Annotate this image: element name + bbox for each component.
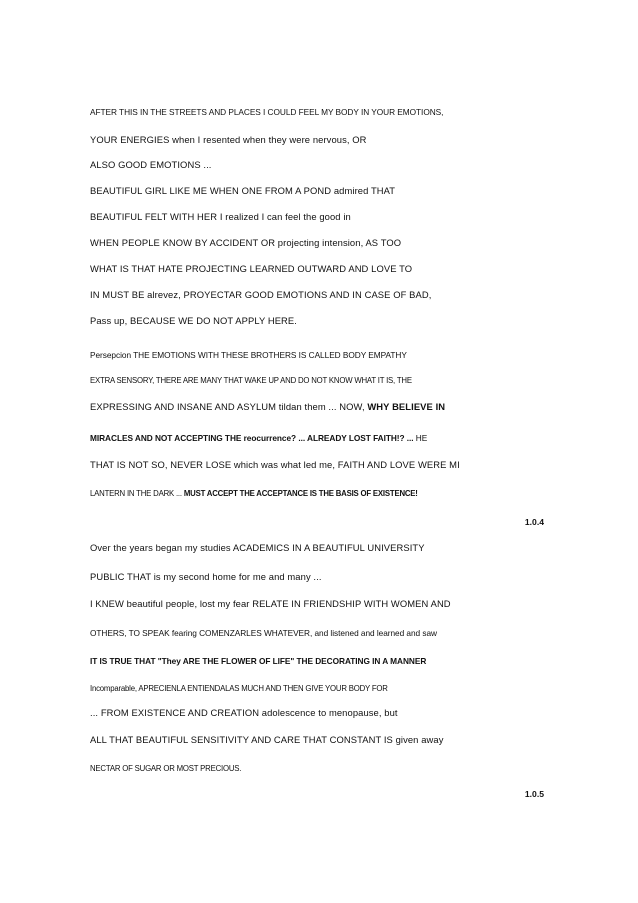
text-line: NECTAR OF SUGAR OR MOST PRECIOUS.: [90, 764, 242, 773]
text-line: IN MUST BE alrevez, PROYECTAR GOOD EMOTIONS AND IN CASE OF BAD,: [90, 289, 432, 300]
text-line: Incomparable, APRECIENLA ENTIENDALAS MUCH AND THEN GIVE YOUR BODY FOR: [90, 684, 388, 693]
text-line: Pass up, BECAUSE WE DO NOT APPLY HERE.: [90, 315, 297, 326]
text-line: ... FROM EXISTENCE AND CREATION adolescence to menopause, but: [90, 707, 398, 718]
text-segment: LANTERN IN THE DARK ...: [90, 489, 184, 498]
text-segment: EXPRESSING AND INSANE AND ASYLUM tildan them ... NOW,: [90, 401, 368, 412]
text-line: BEAUTIFUL FELT WITH HER I realized I can feel the good in: [90, 211, 351, 222]
bold-text-segment: MUST ACCEPT THE ACCEPTANCE IS THE BASIS OF EXISTENCE!: [183, 489, 418, 498]
text-line: I KNEW beautiful people, lost my fear RELATE IN FRIENDSHIP WITH WOMEN AND: [90, 598, 451, 609]
text-line: WHAT IS THAT HATE PROJECTING LEARNED OUTWARD AND LOVE TO: [90, 263, 413, 274]
text-line: WHEN PEOPLE KNOW BY ACCIDENT OR projecting intension, AS TOO: [90, 237, 402, 248]
section-number: 1.0.5: [524, 789, 544, 799]
section-number: 1.0.4: [524, 517, 544, 527]
text-line: ALSO GOOD EMOTIONS ...: [90, 159, 212, 170]
text-line: ALL THAT BEAUTIFUL SENSITIVITY AND CARE THAT CONSTANT IS given away: [90, 734, 444, 745]
text-line: BEAUTIFUL GIRL LIKE ME WHEN ONE FROM A POND admired THAT: [90, 185, 396, 196]
bold-text-segment: WHY BELIEVE IN: [367, 401, 446, 412]
text-line: YOUR ENERGIES when I resented when they were nervous, OR: [90, 134, 367, 145]
text-line: AFTER THIS IN THE STREETS AND PLACES I COULD FEEL MY BODY IN YOUR EMOTIONS,: [90, 107, 444, 117]
text-line: EXTRA SENSORY, THERE ARE MANY THAT WAKE UP AND DO NOT KNOW WHAT IT IS, THE: [90, 376, 412, 385]
text-line: THAT IS NOT SO, NEVER LOSE which was what led me, FAITH AND LOVE WERE MI: [90, 459, 460, 470]
text-line-mixed: [90, 432, 427, 444]
text-line-mixed: [90, 401, 445, 413]
text-line: IT IS TRUE THAT "They ARE THE FLOWER OF LIFE" THE DECORATING IN A MANNER: [90, 656, 427, 666]
text-line: PUBLIC THAT is my second home for me and many ...: [90, 571, 322, 582]
text-line-mixed: [90, 488, 418, 500]
bold-text-segment: MIRACLES AND NOT ACCEPTING THE reocurrence? ... ALREADY LOST FAITH!? ...: [90, 433, 414, 443]
text-segment: HE: [413, 433, 428, 443]
text-line: OTHERS, TO SPEAK fearing COMENZARLES WHATEVER, and listened and learned and saw: [90, 628, 437, 638]
text-line: Persepcion THE EMOTIONS WITH THESE BROTHERS IS CALLED BODY EMPATHY: [90, 350, 407, 360]
text-line: Over the years began my studies ACADEMICS IN A BEAUTIFUL UNIVERSITY: [90, 542, 425, 553]
